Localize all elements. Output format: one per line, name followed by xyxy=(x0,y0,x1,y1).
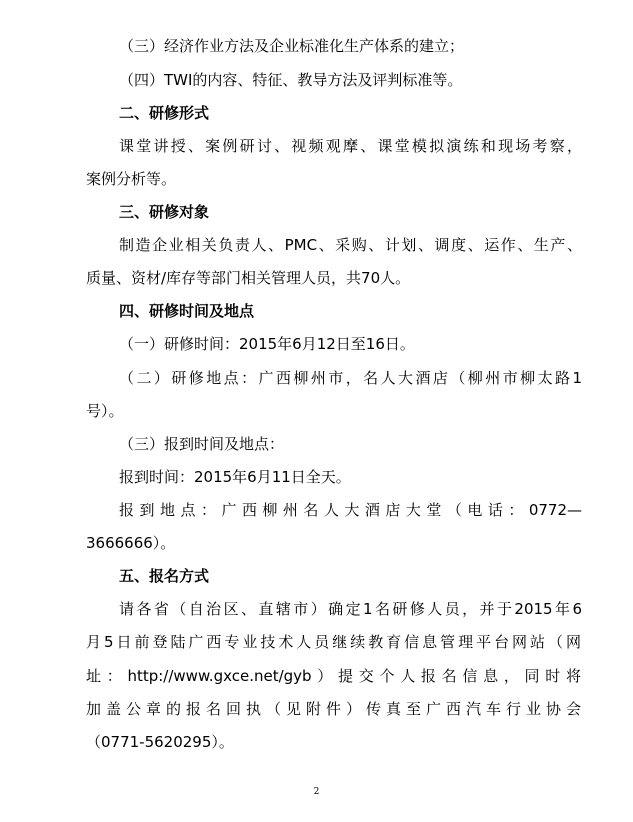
line-8: 质量、资材/库存等部门相关管理人员，共70人。 xyxy=(86,269,411,287)
heading-time-location: 四、研修时间及地点 xyxy=(119,302,255,320)
page-number: 2 xyxy=(313,787,320,797)
line-7: 制造企业相关负责人、PMC、采购、计划、调度、运作、生产、 xyxy=(119,236,582,254)
line-4: 课堂讲授、案例研讨、视频观摩、课堂模拟演练和现场考察， xyxy=(119,137,582,155)
line-2: （四）TWI的内容、特征、教导方法及评判标准等。 xyxy=(119,71,463,89)
line-14: 报到时间：2015年6月11日全天。 xyxy=(119,468,351,486)
heading-audience: 三、研修对象 xyxy=(119,203,210,221)
heading-registration: 五、报名方式 xyxy=(119,567,210,585)
line-12: 号）。 xyxy=(86,402,124,420)
line-21: 加盖公章的报名回执（见附件）传真至广西汽车行业协会 xyxy=(86,700,581,718)
line-20: 址：http://www.gxce.net/gyb）提交个人报名信息，同时将 xyxy=(86,667,581,685)
line-18: 请各省（自治区、直辖市）确定1名研修人员，并于2015年6 xyxy=(119,600,582,618)
line-5: 案例分析等。 xyxy=(86,170,177,188)
line-15: 报到地点：广西柳州名人大酒店大堂（电话：0772— xyxy=(119,501,582,519)
line-22: （0771-5620295）。 xyxy=(86,733,234,751)
line-13: （三）报到时间及地点： xyxy=(119,435,285,453)
line-11: （二）研修地点：广西柳州市，名人大酒店（柳州市柳太路1 xyxy=(119,369,582,387)
line-16: 3666666）。 xyxy=(86,534,176,552)
line-10: （一）研修时间：2015年6月12日至16日。 xyxy=(119,335,415,353)
line-19: 月5日前登陆广西专业技术人员继续教育信息管理平台网站（网 xyxy=(86,633,581,651)
line-1: （三）经济作业方法及企业标准化生产体系的建立； xyxy=(119,37,465,55)
heading-format: 二、研修形式 xyxy=(119,104,210,122)
